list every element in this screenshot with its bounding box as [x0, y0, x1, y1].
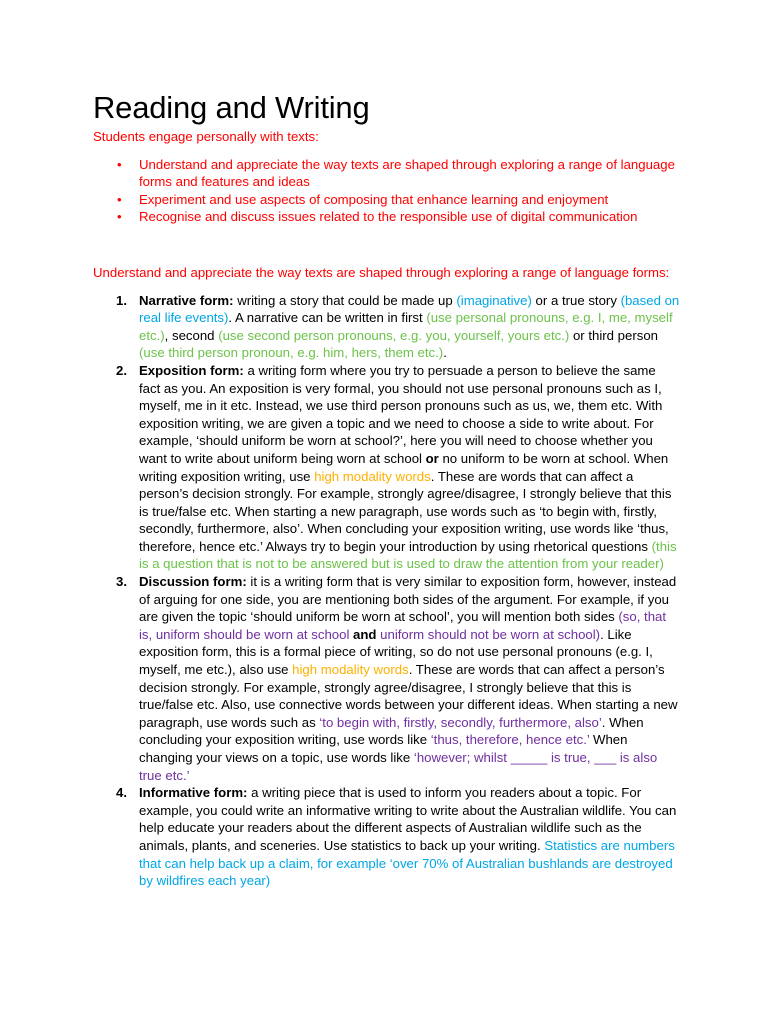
list-number: 4. — [116, 785, 127, 801]
text-run: . Like exposition form, this is a formal piece of writing, so do not use personal pronouns (e.g. I, myself, me etc.), also use — [139, 626, 653, 678]
bold-text-run: Narrative form: — [139, 292, 234, 308]
bullet-icon: • — [117, 156, 122, 172]
list-item-text: Experiment and use aspects of composing that enhance learning and enjoyment — [139, 191, 609, 207]
text-run: . These are words that can affect a person’s decision strongly. For example, strongly agree/disagree, I strongly believe that this is true/false etc. Also, use connective words between your different ideas. When starting a new paragraph, use words such as — [139, 662, 678, 730]
page-title: Reading and Writing — [93, 90, 370, 125]
text-run: a writing form where you try to persuade a person to believe the same fact as you. An exposition is very formal, you should not use personal pronouns such as I, myself, me in it etc. Instead, we use third person pronouns such as us, we, them etc. With exposition writing, we are given a topic and we need to choose a side to write about. For example, ‘should uniform be worn at school?’, here you will need to choose whether you want to write about uniform being worn at school — [139, 362, 663, 466]
list-item — [116, 573, 680, 784]
purple-text-run: ‘thus, therefore, hence etc.’ — [430, 732, 590, 748]
purple-text-run: uniform should not be worn at school) — [376, 626, 601, 642]
bold-text-run: Informative form: — [139, 785, 248, 801]
list-item — [116, 362, 680, 573]
list-number: 2. — [116, 362, 127, 378]
bold-text-run: and — [353, 626, 377, 642]
bold-text-run: or — [425, 450, 439, 466]
list-item — [117, 208, 680, 226]
list-item — [117, 191, 680, 209]
intro-text: Students engage personally with texts: — [93, 129, 319, 144]
list-item-text: Recognise and discuss issues related to the responsible use of digital communication — [139, 209, 638, 225]
green-text-run: (use third person pronoun, e.g. him, hers, them etc.) — [139, 345, 444, 361]
blue-text-run: (based on real life events) — [139, 292, 680, 326]
text-run: or third person — [569, 327, 659, 343]
language-forms-list — [93, 292, 680, 890]
bold-text-run: Discussion form: — [139, 574, 247, 590]
text-run: . A narrative can be written in first — [228, 310, 427, 326]
list-item — [116, 292, 680, 362]
list-item — [116, 784, 680, 890]
list-number: 3. — [116, 574, 127, 590]
outcomes-list — [93, 156, 680, 226]
purple-text-run: ‘to begin with, firstly, secondly, furthermore, also’ — [319, 714, 602, 730]
text-run: . When concluding your exposition writing, use words like — [139, 714, 644, 748]
green-text-run: (use second person pronouns, e.g. you, yourself, yours etc.) — [218, 327, 570, 343]
text-run: a writing piece that is used to inform you readers about a topic. For example, you could write an informative writing to write about the Australian wildlife. You can help educate your readers about the different aspects of Australian wildlife such as the animals, plants, and sceneries. Use statistics to back up your writing. — [139, 785, 677, 853]
purple-text-run: (so, that is, uniform should be worn at school — [139, 609, 667, 642]
text-run: . These are words that can affect a person’s decision strongly. For example, strongly agree/disagree, I strongly believe that this is true/false etc. When starting a new paragraph, use words such as ‘to begin with, firstly, secondly, furthermore, also’. When concluding your exposition writing, use words like ‘thus, therefore, hence etc.’ Always try to begin your introduction by using rhetorical questions — [139, 468, 672, 554]
text-run: . — [443, 345, 447, 361]
bold-text-run: Exposition form: — [139, 362, 244, 378]
bullet-icon: • — [117, 209, 122, 225]
purple-text-run: ‘however; whilst _____ is true, ___ is also true etc.’ — [139, 750, 658, 783]
green-text-run: (this is a question that is not to be answered but is used to draw the attention from your reader) — [139, 538, 677, 572]
text-run: writing a story that could be made up — [233, 292, 457, 308]
text-run: or a true story — [531, 292, 621, 308]
bullet-icon: • — [117, 191, 122, 207]
orange-text-run: high modality words — [314, 468, 431, 484]
text-run: it is a writing form that is very similar to exposition form, however, instead of arguing for one side, you are mentioning both sides of the argument. For example, if you are given the topic ‘should uniform be worn at school’, you will mention both sides — [139, 574, 677, 625]
list-item — [117, 156, 680, 191]
list-number: 1. — [116, 292, 127, 308]
list-item-text: Understand and appreciate the way texts are shaped through exploring a range of language forms and features and ideas — [139, 156, 675, 190]
orange-text-run: high modality words — [292, 662, 409, 678]
green-text-run: (use personal pronouns, e.g. I, me, myself etc.) — [139, 310, 673, 343]
text-run: When changing your views on a topic, use words like — [139, 732, 628, 765]
section-heading: Understand and appreciate the way texts are shaped through exploring a range of language forms: — [93, 264, 670, 280]
blue-text-run: (imaginative) — [456, 292, 532, 308]
text-run: no uniform to be worn at school. When writing exposition writing, use — [139, 450, 669, 484]
text-run: , second — [164, 327, 219, 343]
blue-text-run: Statistics are numbers that can help back up a claim, for example ‘over 70% of Australian bushlands are destroyed by wildfires each year) — [139, 837, 675, 889]
